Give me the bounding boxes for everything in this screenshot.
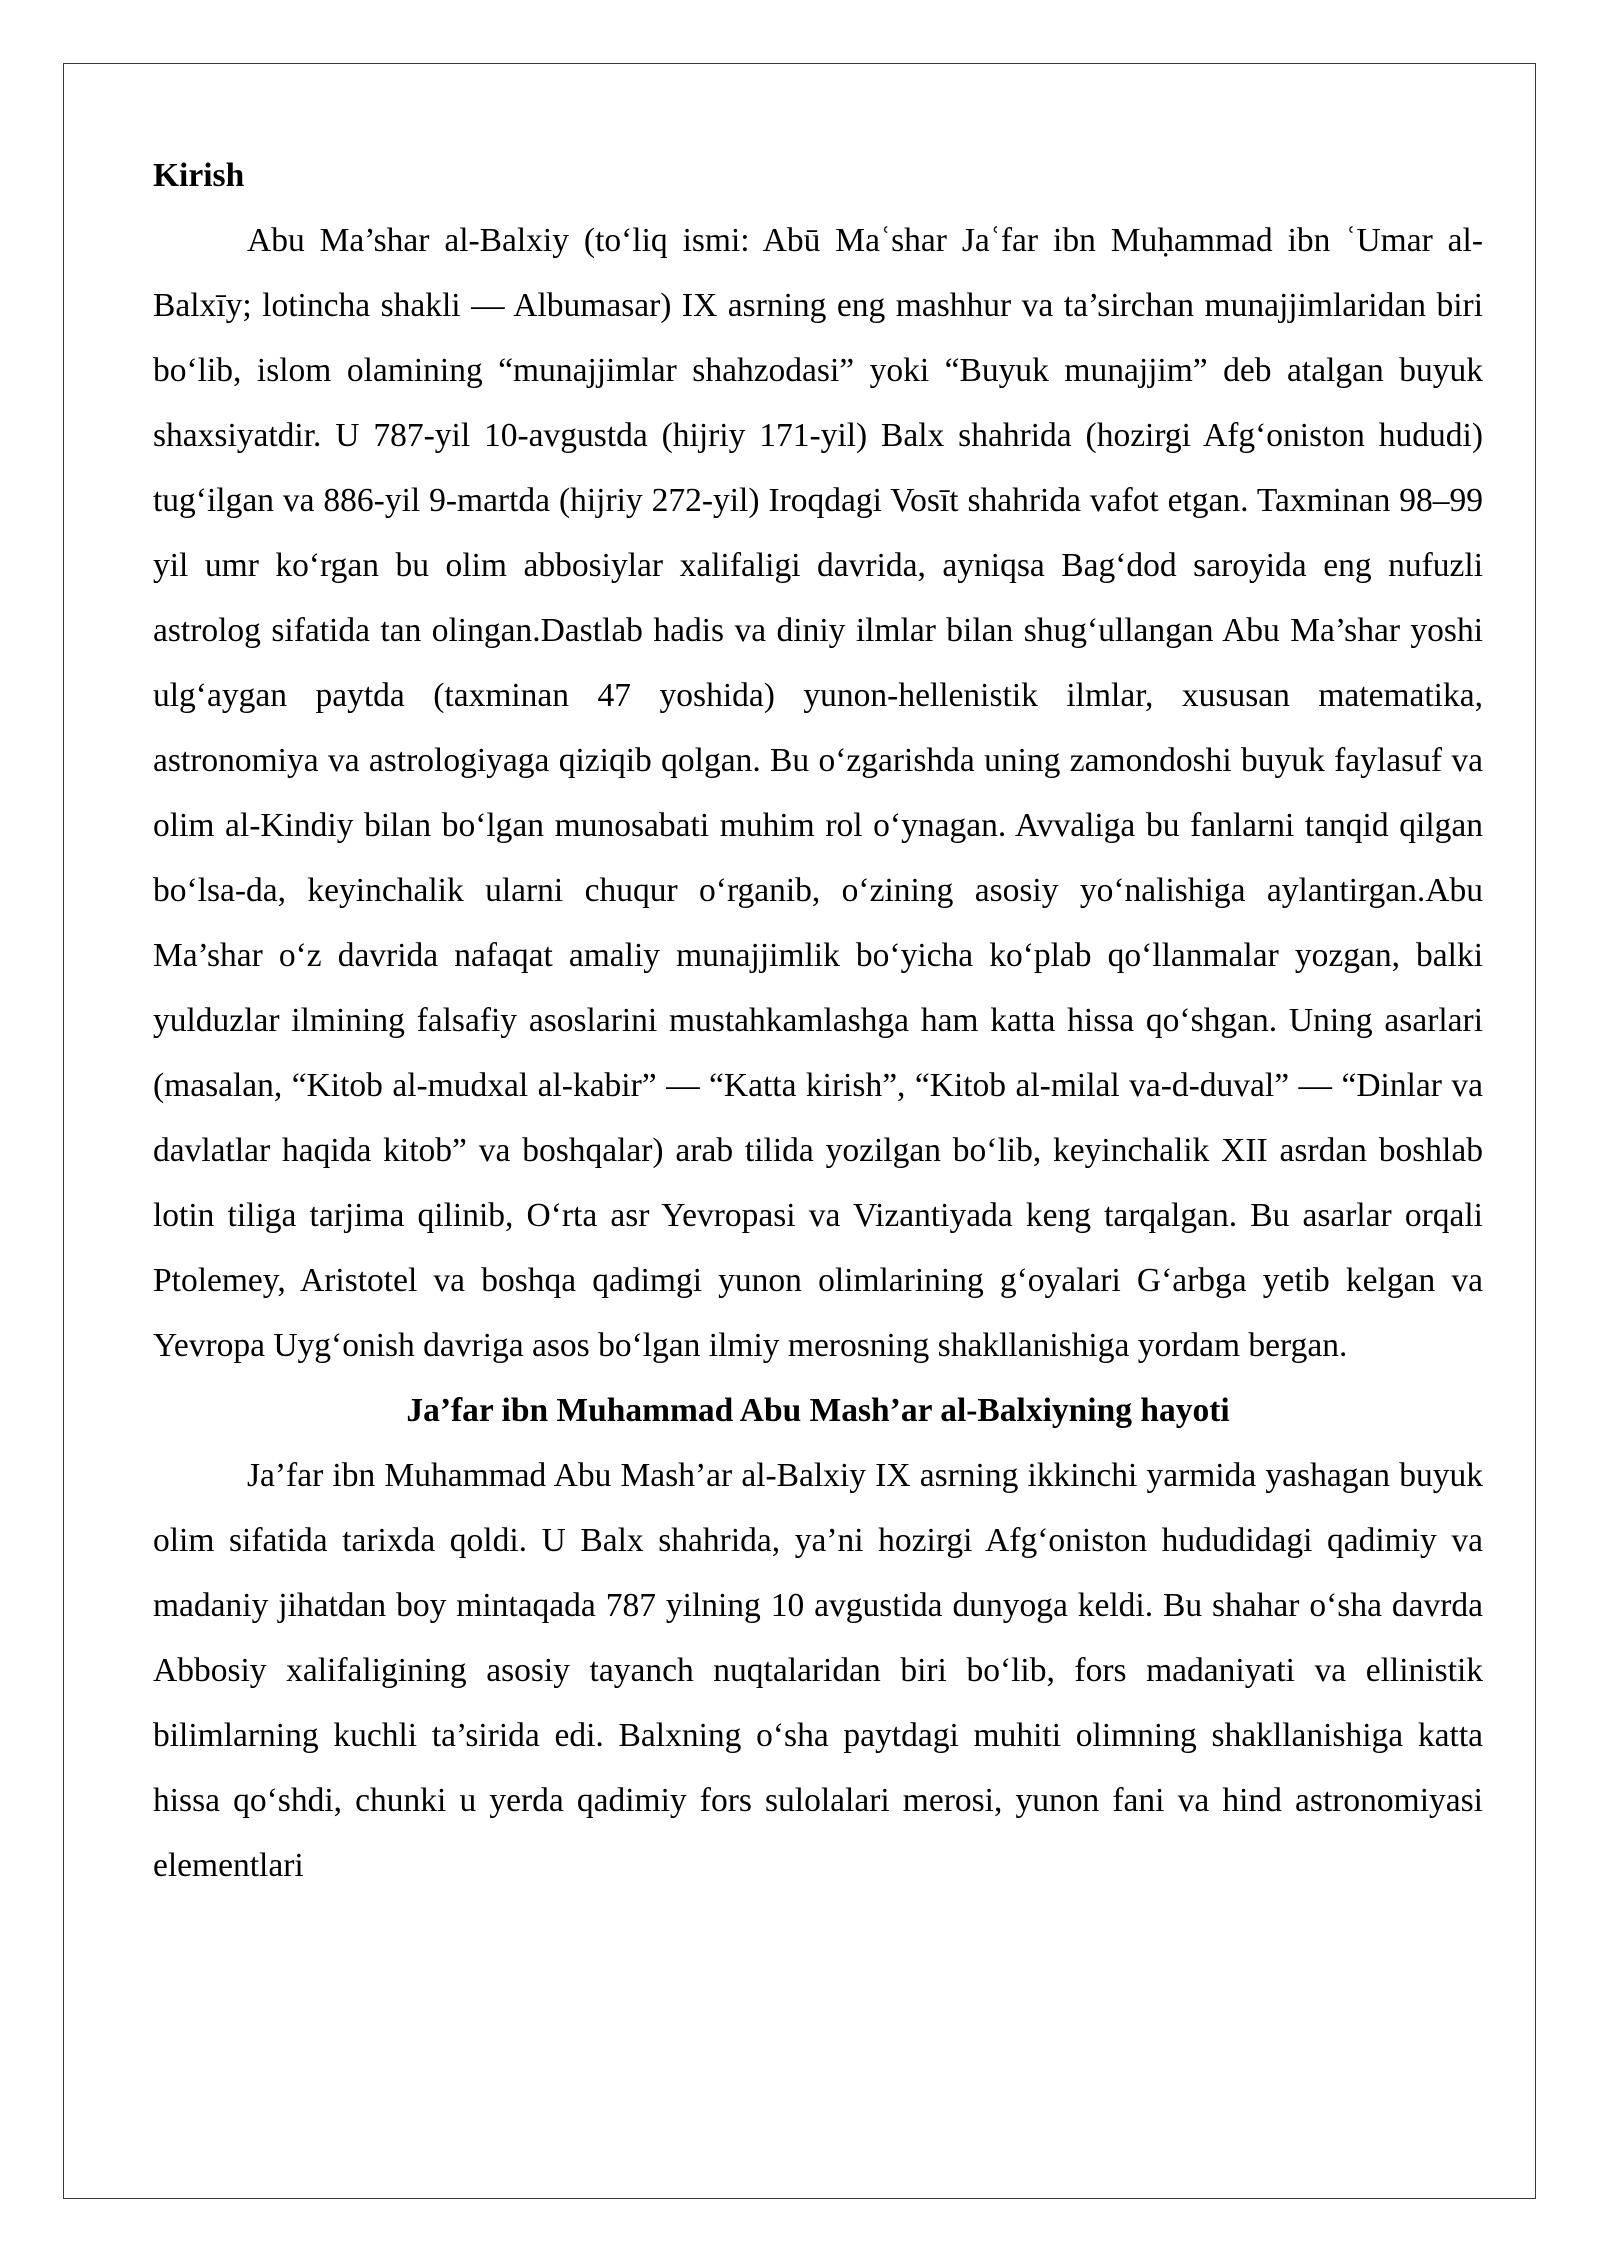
- section-heading-life: Ja’far ibn Muhammad Abu Mash’ar al-Balxiyning hayoti: [406, 1392, 1230, 1429]
- document-body: [153, 143, 1483, 1898]
- paragraph-intro: Abu Ma’shar al-Balxiy (to‘liq ismi: Abū Maʿshar Jaʿfar ibn Muḥammad ibn ʿUmar al-Balxīy; lotincha shakli — Albumasar) IX asrning eng mashhur va ta’sirchan munajjimlaridan biri bo‘lib, islom olamining “munajjimlar shahzodasi” yoki “Buyuk munajjim” deb atalgan buyuk shaxsiyatdir. U 787-yil 10-avgustda (hijriy 171-yil) Balx shahrida (hozirgi Afg‘oniston hududi) tug‘ilgan va 886-yil 9-martda (hijriy 272-yil) Iroqdagi Vosīt shahrida vafot etgan. Taxminan 98–99 yil umr ko‘rgan bu olim abbosiylar xalifaligi davrida, ayniqsa Bag‘dod saroyida eng nufuzli astrolog sifatida tan olingan.Dastlab hadis va diniy ilmlar bilan shug‘ullangan Abu Ma’shar yoshi ulg‘aygan paytda (taxminan 47 yoshida) yunon-hellenistik ilmlar, xususan matematika, astronomiya va astrologiyaga qiziqib qolgan. Bu o‘zgarishda uning zamondoshi buyuk faylasuf va olim al-Kindiy bilan bo‘lgan munosabati muhim rol o‘ynagan. Avvaliga bu fanlarni tanqid qilgan bo‘lsa-da, keyinchalik ularni chuqur o‘rganib, o‘zining asosiy yo‘nalishiga aylantirgan.Abu Ma’shar o‘z davrida nafaqat amaliy munajjimlik bo‘yicha ko‘plab qo‘llanmalar yozgan, balki yulduzlar ilmining falsafiy asoslarini mustahkamlashga ham katta hissa qo‘shgan. Uning asarlari (masalan, “Kitob al-mudxal al-kabir” — “Katta kirish”, “Kitob al-milal va-d-duval” — “Dinlar va davlatlar haqida kitob” va boshqalar) arab tilida yozilgan bo‘lib, keyinchalik XII asrdan boshlab lotin tiliga tarjima qilinib, O‘rta asr Yevropasi va Vizantiyada keng tarqalgan. Bu asarlar orqali Ptolemey, Aristotel va boshqa qadimgi yunon olimlarining g‘oyalari G‘arbga yetib kelgan va Yevropa Uyg‘onish davriga asos bo‘lgan ilmiy merosning shakllanishiga yordam bergan.: [153, 222, 1483, 1364]
- paragraph-life: Ja’far ibn Muhammad Abu Mash’ar al-Balxiy IX asrning ikkinchi yarmida yashagan buyuk olim sifatida tarixda qoldi. U Balx shahrida, ya’ni hozirgi Afg‘oniston hududidagi qadimiy va madaniy jihatdan boy mintaqada 787 yilning 10 avgustida dunyoga keldi. Bu shahar o‘sha davrda Abbosiy xalifaligining asosiy tayanch nuqtalaridan biri bo‘lib, fors madaniyati va ellinistik bilimlarning kuchli ta’sirida edi. Balxning o‘sha paytdagi muhiti olimning shakllanishiga katta hissa qo‘shdi, chunki u yerda qadimiy fors sulolalari merosi, yunon fani va hind astronomiyasi elementlari: [153, 1457, 1483, 1884]
- section-heading-intro: Kirish: [153, 157, 245, 194]
